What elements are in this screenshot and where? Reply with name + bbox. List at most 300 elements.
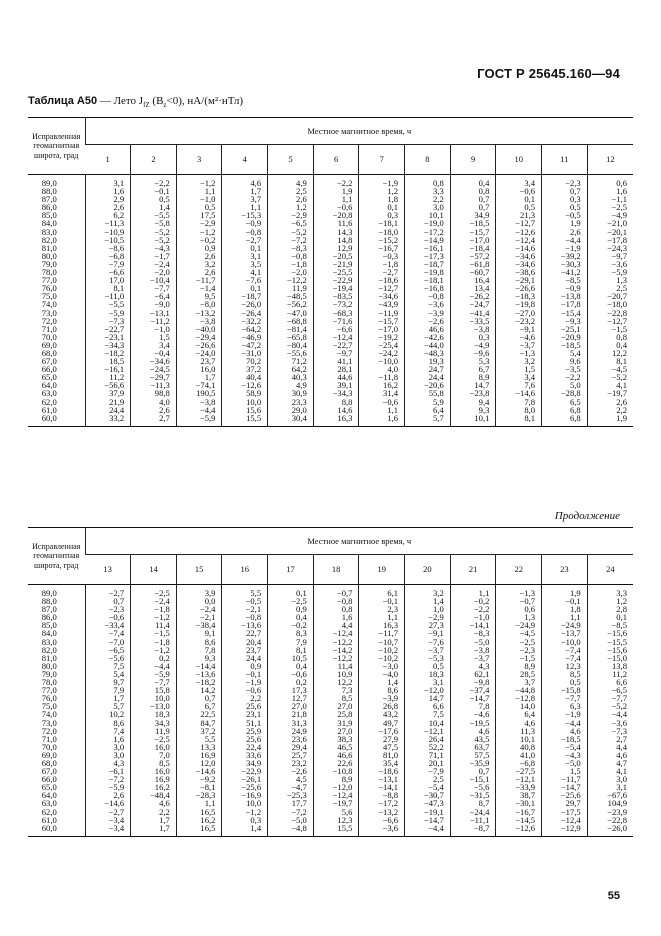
value-cell: −26,2 bbox=[450, 292, 496, 300]
value-cell: 49,7 bbox=[359, 719, 405, 727]
value-cell: 4,1 bbox=[222, 268, 268, 276]
value-cell: 0,8 bbox=[450, 187, 496, 195]
value-cell: 104,9 bbox=[587, 799, 633, 807]
value-cell: −25,6 bbox=[542, 791, 588, 799]
value-cell: −0,7 bbox=[496, 597, 542, 605]
value-cell: 41,1 bbox=[313, 357, 359, 365]
value-cell: −5,9 bbox=[85, 783, 131, 791]
value-cell: 5,6 bbox=[313, 808, 359, 816]
value-cell: −2,0 bbox=[131, 268, 177, 276]
value-cell: −8,0 bbox=[176, 300, 222, 308]
latitude-cell: 60,0 bbox=[28, 414, 85, 427]
value-cell: 7,0 bbox=[131, 751, 177, 759]
value-cell: 84,7 bbox=[176, 719, 222, 727]
latitude-cell: 68,0 bbox=[41, 757, 57, 768]
value-cell: 2,6 bbox=[268, 195, 314, 203]
value-cell: −7,4 bbox=[542, 646, 588, 654]
value-cell: −19,2 bbox=[359, 333, 405, 341]
value-cell: 0,7 bbox=[450, 767, 496, 775]
value-cell: 0,5 bbox=[405, 662, 451, 670]
value-cell: −41,2 bbox=[542, 268, 588, 276]
hour-header: 9 bbox=[450, 145, 496, 175]
value-cell: 6,6 bbox=[587, 678, 633, 686]
value-cell: −0,9 bbox=[222, 219, 268, 227]
value-cell: 1,3 bbox=[587, 276, 633, 284]
value-cell: −24,9 bbox=[542, 621, 588, 629]
value-cell: 43,2 bbox=[359, 710, 405, 718]
latitude-cell: 71,0 bbox=[41, 323, 57, 334]
value-cell: −6,1 bbox=[85, 767, 131, 775]
value-cell: 4,9 bbox=[268, 175, 314, 188]
value-cell: −0,2 bbox=[176, 236, 222, 244]
value-cell: −11,1 bbox=[450, 816, 496, 824]
value-cell: −12,9 bbox=[542, 824, 588, 837]
value-cell: 51,1 bbox=[222, 719, 268, 727]
value-cell: −11,2 bbox=[131, 317, 177, 325]
value-cell: −29,4 bbox=[176, 333, 222, 341]
value-cell: −11,0 bbox=[85, 292, 131, 300]
value-cell: 3,2 bbox=[176, 260, 222, 268]
value-cell: −25,1 bbox=[542, 325, 588, 333]
value-cell: −65,8 bbox=[268, 333, 314, 341]
value-cell: −14,2 bbox=[313, 646, 359, 654]
value-cell: −2,9 bbox=[405, 613, 451, 621]
value-cell: −2,2 bbox=[450, 605, 496, 613]
value-cell: 63,7 bbox=[450, 743, 496, 751]
value-cell: 0,4 bbox=[268, 613, 314, 621]
hour-header: 7 bbox=[359, 145, 405, 175]
lat-header: Исправленная геомагнитная широта, град bbox=[28, 118, 85, 175]
value-cell: 4,1 bbox=[587, 381, 633, 389]
value-cell: −17,0 bbox=[450, 236, 496, 244]
latitude-cell: 86,0 bbox=[41, 612, 57, 623]
value-cell: −27,0 bbox=[496, 309, 542, 317]
value-cell: 6,1 bbox=[359, 585, 405, 598]
value-cell: −31,0 bbox=[222, 349, 268, 357]
value-cell: 4,7 bbox=[587, 759, 633, 767]
value-cell: 5,4 bbox=[542, 349, 588, 357]
value-cell: −12,0 bbox=[313, 783, 359, 791]
value-cell: −8,5 bbox=[587, 621, 633, 629]
value-cell: 71,1 bbox=[405, 751, 451, 759]
latitude-cell: 86,0 bbox=[41, 202, 57, 213]
value-cell: −2,2 bbox=[542, 373, 588, 381]
value-cell: 8,1 bbox=[587, 357, 633, 365]
value-cell: 17,7 bbox=[268, 799, 314, 807]
value-cell: 21,9 bbox=[85, 398, 131, 406]
value-cell: 3,1 bbox=[222, 252, 268, 260]
latitude-cell: 66,0 bbox=[41, 364, 57, 375]
value-cell: −12,4 bbox=[542, 816, 588, 824]
latitude-cell: 69,0 bbox=[41, 749, 57, 760]
value-cell: 7,6 bbox=[496, 381, 542, 389]
value-cell: 26,8 bbox=[359, 702, 405, 710]
value-cell: 1,7 bbox=[222, 187, 268, 195]
value-cell: −19,8 bbox=[405, 268, 451, 276]
value-cell: 23,7 bbox=[222, 646, 268, 654]
value-cell: −25,5 bbox=[313, 268, 359, 276]
value-cell: −18,1 bbox=[405, 276, 451, 284]
value-cell: 20,4 bbox=[222, 638, 268, 646]
value-cell: −1,2 bbox=[176, 228, 222, 236]
value-cell: −21,0 bbox=[587, 219, 633, 227]
value-cell: −39,2 bbox=[542, 252, 588, 260]
value-cell: −26,0 bbox=[222, 300, 268, 308]
value-cell: −2,1 bbox=[176, 613, 222, 621]
value-cell: −0,9 bbox=[542, 284, 588, 292]
value-cell: 16,2 bbox=[359, 381, 405, 389]
value-cell: −1,0 bbox=[450, 613, 496, 621]
value-cell: −23,9 bbox=[587, 808, 633, 816]
value-cell: 34,9 bbox=[222, 759, 268, 767]
value-cell: −81,4 bbox=[268, 325, 314, 333]
value-cell: −34,6 bbox=[496, 260, 542, 268]
hour-header: 14 bbox=[131, 555, 177, 585]
value-cell: −14,6 bbox=[176, 767, 222, 775]
value-cell: 1,1 bbox=[542, 613, 588, 621]
value-cell: 1,8 bbox=[359, 195, 405, 203]
value-cell: 3,4 bbox=[131, 341, 177, 349]
value-cell: 2,5 bbox=[268, 187, 314, 195]
value-cell: −44,0 bbox=[405, 341, 451, 349]
hour-header: 1 bbox=[85, 145, 131, 175]
value-cell: −10,9 bbox=[85, 228, 131, 236]
value-cell: −46,9 bbox=[222, 333, 268, 341]
value-cell: −4,8 bbox=[268, 824, 314, 837]
value-cell: −22,9 bbox=[313, 276, 359, 284]
value-cell: 2,6 bbox=[131, 406, 177, 414]
value-cell: −20,7 bbox=[587, 292, 633, 300]
hour-header: 3 bbox=[176, 145, 222, 175]
value-cell: 8,9 bbox=[496, 662, 542, 670]
value-cell: −29,7 bbox=[131, 373, 177, 381]
value-cell: −17,6 bbox=[359, 727, 405, 735]
value-cell: −5,3 bbox=[405, 654, 451, 662]
value-cell: −3,8 bbox=[450, 646, 496, 654]
latitude-cell: 67,0 bbox=[41, 356, 57, 367]
value-cell: −9,7 bbox=[587, 252, 633, 260]
value-cell: −80,4 bbox=[268, 341, 314, 349]
latitude-cell: 68,0 bbox=[41, 347, 57, 358]
value-cell: 5,7 bbox=[405, 414, 451, 427]
latitude-cell: 84,0 bbox=[41, 218, 57, 229]
value-cell: −18,4 bbox=[450, 244, 496, 252]
value-cell: −24,7 bbox=[450, 300, 496, 308]
hour-header: 17 bbox=[268, 555, 314, 585]
value-cell: −6,6 bbox=[359, 816, 405, 824]
value-cell: −6,8 bbox=[496, 759, 542, 767]
value-cell: 12,2 bbox=[587, 349, 633, 357]
value-cell: −12,6 bbox=[496, 228, 542, 236]
lat-header: Исправленная геомагнитная широта, град bbox=[28, 528, 85, 585]
value-cell: −9,2 bbox=[176, 775, 222, 783]
value-cell: 15,6 bbox=[222, 406, 268, 414]
value-cell: 27,0 bbox=[268, 702, 314, 710]
value-cell: 4,6 bbox=[496, 719, 542, 727]
value-cell: 14,8 bbox=[313, 236, 359, 244]
value-cell: 10,0 bbox=[222, 398, 268, 406]
value-cell: −14,4 bbox=[176, 662, 222, 670]
value-cell: −3,5 bbox=[542, 365, 588, 373]
value-cell: −20,9 bbox=[542, 333, 588, 341]
latitude-cell: 64,0 bbox=[41, 380, 57, 391]
value-cell: 11,6 bbox=[313, 219, 359, 227]
value-cell: 2,2 bbox=[131, 808, 177, 816]
value-cell: −18,6 bbox=[359, 276, 405, 284]
value-cell: −4,4 bbox=[587, 710, 633, 718]
latitude-cell: 81,0 bbox=[41, 242, 57, 253]
value-cell: −3,6 bbox=[587, 719, 633, 727]
value-cell: 4,4 bbox=[587, 743, 633, 751]
value-cell: −5,4 bbox=[542, 743, 588, 751]
value-cell: 24,7 bbox=[405, 365, 451, 373]
value-cell: 7,9 bbox=[85, 686, 131, 694]
value-cell: −14,7 bbox=[542, 783, 588, 791]
value-cell: −0,6 bbox=[222, 686, 268, 694]
value-cell: −13,2 bbox=[359, 808, 405, 816]
latitude-cell: 74,0 bbox=[41, 709, 57, 720]
value-cell: −2,3 bbox=[85, 605, 131, 613]
value-cell: 3,0 bbox=[587, 775, 633, 783]
value-cell: −3,4 bbox=[85, 824, 131, 837]
value-cell: 1,7 bbox=[131, 824, 177, 837]
value-cell: 6,4 bbox=[405, 406, 451, 414]
value-cell: 4,3 bbox=[85, 759, 131, 767]
value-cell: 0,1 bbox=[587, 613, 633, 621]
value-cell: 1,7 bbox=[85, 694, 131, 702]
value-cell: 1,5 bbox=[131, 333, 177, 341]
value-cell: −7,3 bbox=[85, 317, 131, 325]
value-cell: 4,6 bbox=[222, 175, 268, 188]
value-cell: 16,5 bbox=[176, 808, 222, 816]
value-cell: −29,1 bbox=[496, 276, 542, 284]
value-cell: 35,4 bbox=[359, 759, 405, 767]
value-cell: 8,3 bbox=[268, 629, 314, 637]
value-cell: 10,1 bbox=[405, 211, 451, 219]
value-cell: 11,9 bbox=[268, 284, 314, 292]
value-cell: −1,0 bbox=[131, 325, 177, 333]
latitude-cell: 77,0 bbox=[41, 275, 57, 286]
value-cell: −1,2 bbox=[131, 646, 177, 654]
value-cell: −3,4 bbox=[85, 816, 131, 824]
value-cell: −1,5 bbox=[587, 325, 633, 333]
value-cell: 29,0 bbox=[268, 406, 314, 414]
value-cell: 1,2 bbox=[587, 597, 633, 605]
value-cell: 81,0 bbox=[359, 751, 405, 759]
value-cell: −15,4 bbox=[542, 309, 588, 317]
value-cell: −12,7 bbox=[359, 284, 405, 292]
value-cell: 9,3 bbox=[450, 406, 496, 414]
value-cell: 21,3 bbox=[496, 211, 542, 219]
value-cell: 6,8 bbox=[542, 414, 588, 427]
value-cell: −2,9 bbox=[268, 211, 314, 219]
value-cell: −5,5 bbox=[85, 300, 131, 308]
value-cell: −83,5 bbox=[313, 292, 359, 300]
value-cell: 5,5 bbox=[176, 735, 222, 743]
value-cell: 16,5 bbox=[176, 824, 222, 837]
value-cell: 57,5 bbox=[450, 751, 496, 759]
value-cell: 30,9 bbox=[268, 389, 314, 397]
value-cell: 13,8 bbox=[587, 662, 633, 670]
value-cell: −12,7 bbox=[587, 317, 633, 325]
value-cell: 4,9 bbox=[268, 381, 314, 389]
value-cell: −28,3 bbox=[176, 791, 222, 799]
value-cell: −14,6 bbox=[496, 244, 542, 252]
value-cell: −1,8 bbox=[131, 605, 177, 613]
value-cell: 3,7 bbox=[496, 678, 542, 686]
value-cell: 14,2 bbox=[176, 686, 222, 694]
value-cell: −3,6 bbox=[587, 260, 633, 268]
value-cell: −9,1 bbox=[496, 325, 542, 333]
value-cell: 1,2 bbox=[268, 203, 314, 211]
caption-sub2: z bbox=[163, 101, 167, 110]
value-cell: −1,9 bbox=[542, 710, 588, 718]
value-cell: −28,8 bbox=[542, 389, 588, 397]
value-cell: −2,2 bbox=[313, 175, 359, 188]
value-cell: 0,0 bbox=[176, 597, 222, 605]
value-cell: 5,3 bbox=[450, 357, 496, 365]
value-cell: −22,9 bbox=[222, 767, 268, 775]
value-cell: −71,6 bbox=[313, 317, 359, 325]
value-cell: −2,6 bbox=[405, 317, 451, 325]
value-cell: −2,5 bbox=[587, 203, 633, 211]
value-cell: −11,9 bbox=[359, 309, 405, 317]
value-cell: −1,9 bbox=[542, 244, 588, 252]
value-cell: −2,4 bbox=[176, 605, 222, 613]
value-cell: 24,4 bbox=[405, 373, 451, 381]
value-cell: 0,8 bbox=[587, 333, 633, 341]
table-row bbox=[28, 414, 633, 427]
value-cell: 52,2 bbox=[405, 743, 451, 751]
value-cell: 62,1 bbox=[450, 670, 496, 678]
value-cell: −15,8 bbox=[542, 686, 588, 694]
value-cell: 1,7 bbox=[176, 373, 222, 381]
latitude-cell: 75,0 bbox=[41, 291, 57, 302]
value-cell: 1,6 bbox=[313, 613, 359, 621]
value-cell: −1,5 bbox=[496, 654, 542, 662]
value-cell: 9,3 bbox=[176, 654, 222, 662]
value-cell: 0,3 bbox=[450, 333, 496, 341]
value-cell: −10,8 bbox=[313, 767, 359, 775]
value-cell: −18,7 bbox=[222, 292, 268, 300]
value-cell: 1,8 bbox=[542, 605, 588, 613]
value-cell: −4,4 bbox=[542, 236, 588, 244]
value-cell: −7,7 bbox=[542, 694, 588, 702]
value-cell: −14,7 bbox=[450, 694, 496, 702]
value-cell: 11,4 bbox=[313, 662, 359, 670]
value-cell: 9,1 bbox=[176, 629, 222, 637]
value-cell: −13,6 bbox=[222, 621, 268, 629]
continued-label: Продолжение bbox=[554, 510, 620, 522]
value-cell: −6,5 bbox=[85, 646, 131, 654]
value-cell: 0,7 bbox=[450, 203, 496, 211]
value-cell: −0,1 bbox=[542, 597, 588, 605]
value-cell: 44,6 bbox=[313, 373, 359, 381]
value-cell: −15,1 bbox=[450, 775, 496, 783]
value-cell: 22,7 bbox=[222, 629, 268, 637]
value-cell: 0,9 bbox=[268, 605, 314, 613]
value-cell: −7,4 bbox=[85, 629, 131, 637]
value-cell: −9,0 bbox=[131, 300, 177, 308]
latitude-cell: 85,0 bbox=[41, 620, 57, 631]
value-cell: −24,5 bbox=[131, 365, 177, 373]
value-cell: 4,3 bbox=[450, 662, 496, 670]
value-cell: −3,7 bbox=[450, 654, 496, 662]
value-cell: −7,7 bbox=[131, 678, 177, 686]
value-cell: −16,1 bbox=[85, 365, 131, 373]
value-cell: −18,5 bbox=[542, 735, 588, 743]
value-cell: −19,1 bbox=[405, 808, 451, 816]
value-cell: 1,6 bbox=[587, 187, 633, 195]
value-cell: −15,5 bbox=[587, 638, 633, 646]
value-cell: 0,9 bbox=[222, 662, 268, 670]
value-cell: −64,2 bbox=[222, 325, 268, 333]
value-cell: 1,1 bbox=[176, 187, 222, 195]
latitude-cell: 66,0 bbox=[41, 774, 57, 785]
value-cell: −2,5 bbox=[131, 735, 177, 743]
value-cell: −12,1 bbox=[496, 775, 542, 783]
value-cell: 11,2 bbox=[587, 670, 633, 678]
value-cell: −7,6 bbox=[222, 276, 268, 284]
value-cell: −10,2 bbox=[359, 646, 405, 654]
caption-mid: (B bbox=[149, 95, 164, 107]
value-cell: −19,4 bbox=[313, 284, 359, 292]
value-cell: −17,8 bbox=[587, 236, 633, 244]
value-cell: −12,4 bbox=[496, 236, 542, 244]
data-table-1 bbox=[28, 117, 633, 427]
value-cell: −0,7 bbox=[313, 585, 359, 598]
value-cell: −11,7 bbox=[176, 276, 222, 284]
value-cell: 37,2 bbox=[222, 365, 268, 373]
value-cell: −2,3 bbox=[496, 646, 542, 654]
value-cell: −19,7 bbox=[587, 389, 633, 397]
latitude-cell: 73,0 bbox=[41, 717, 57, 728]
value-cell: 7,5 bbox=[85, 662, 131, 670]
value-cell: −34,3 bbox=[313, 389, 359, 397]
value-cell: −19,5 bbox=[450, 719, 496, 727]
latitude-cell: 88,0 bbox=[41, 596, 57, 607]
value-cell: −10,2 bbox=[359, 654, 405, 662]
value-cell: 7,8 bbox=[496, 398, 542, 406]
value-cell: −4,4 bbox=[131, 662, 177, 670]
latitude-cell: 83,0 bbox=[41, 226, 57, 237]
latitude-cell: 61,0 bbox=[41, 404, 57, 415]
latitude-cell: 72,0 bbox=[41, 725, 57, 736]
value-cell: 3,7 bbox=[222, 195, 268, 203]
value-cell: −9,1 bbox=[405, 629, 451, 637]
value-cell: 8,5 bbox=[313, 694, 359, 702]
latitude-cell: 60,0 bbox=[28, 824, 85, 837]
value-cell: 2,7 bbox=[131, 414, 177, 427]
latitude-cell: 89,0 bbox=[41, 588, 57, 598]
value-cell: 3,0 bbox=[85, 751, 131, 759]
table-caption bbox=[28, 95, 243, 109]
latitude-cell: 69,0 bbox=[41, 339, 57, 350]
value-cell: −4,5 bbox=[587, 365, 633, 373]
value-cell: 31,9 bbox=[313, 719, 359, 727]
value-cell: 10,2 bbox=[85, 710, 131, 718]
value-cell: −2,5 bbox=[268, 597, 314, 605]
value-cell: −17,2 bbox=[405, 228, 451, 236]
value-cell: 23,2 bbox=[268, 759, 314, 767]
value-cell: 12,0 bbox=[176, 759, 222, 767]
value-cell: 2,6 bbox=[85, 203, 131, 211]
data-table-2 bbox=[28, 527, 633, 837]
value-cell: 2,6 bbox=[85, 791, 131, 799]
value-cell: 26,4 bbox=[405, 735, 451, 743]
value-cell: −34,6 bbox=[131, 357, 177, 365]
value-cell: 3,3 bbox=[405, 187, 451, 195]
